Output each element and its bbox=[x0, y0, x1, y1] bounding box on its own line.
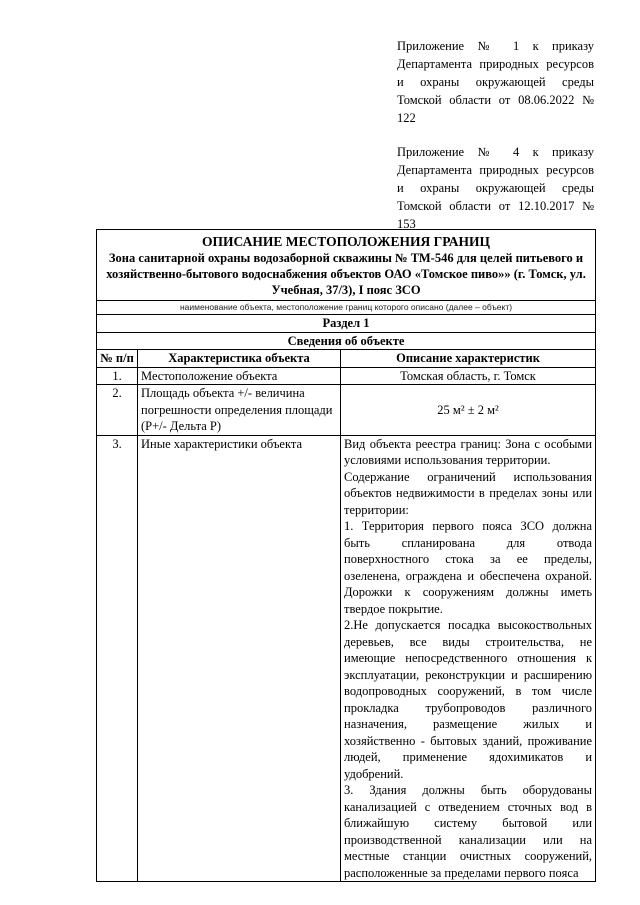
row-number: 3. bbox=[97, 435, 138, 882]
row-description: 25 м² ± 2 м² bbox=[341, 385, 596, 436]
row-number: 2. bbox=[97, 385, 138, 436]
appendix-current-order bbox=[397, 37, 594, 127]
row-description bbox=[341, 435, 596, 882]
row-characteristic: Иные характеристики объекта bbox=[138, 435, 341, 882]
column-header-description: Описание характеристик bbox=[341, 350, 596, 368]
row-description: Томская область, г. Томск bbox=[341, 367, 596, 385]
row-characteristic: Местоположение объекта bbox=[138, 367, 341, 385]
row-characteristic: Площадь объекта +/- величина погрешности определения площади (P+/- Дельта P) bbox=[138, 385, 341, 436]
appendix-current-text: Приложение № 1 к приказу Департамента природных ресурсов и охраны окружающей среды Томской области от 08.06.2022 № 122 bbox=[397, 39, 594, 125]
column-header-num: № п/п bbox=[97, 350, 138, 368]
document-subtitle: Зона санитарной охраны водозаборной скважины № ТМ-546 для целей питьевого и хозяйственно-бытового водоснабжения объектов ОАО «Томское пиво»» (г. Томск, ул. Учебная, 37/3), I пояс ЗСО bbox=[106, 251, 586, 297]
table-row bbox=[97, 385, 596, 436]
row-number: 1. bbox=[97, 367, 138, 385]
description-paragraph: 2.Не допускается посадка высокоствольных деревьев, все виды строительства, не имеющие непосредственного отношения к эксплуатации, реконструкции и расширению водопроводных сооружений, в том числе прокладка трубопроводов различного назначения, размещение жилых и хозяйственно - бытовых зданий, проживание людей, применение ядохимикатов и удобрений. bbox=[344, 618, 593, 781]
column-header-characteristic: Характеристика объекта bbox=[138, 350, 341, 368]
appendix-original-text: Приложение № 4 к приказу Департамента природных ресурсов и охраны окружающей среды Томской области от 12.10.2017 № 153 bbox=[397, 145, 594, 231]
table-row bbox=[97, 435, 596, 882]
section-title: Раздел 1 bbox=[97, 315, 596, 333]
document-title: ОПИСАНИЕ МЕСТОПОЛОЖЕНИЯ ГРАНИЦ bbox=[202, 234, 490, 249]
document-title-cell bbox=[97, 230, 596, 301]
section-subtitle: Сведения об объекте bbox=[97, 332, 596, 350]
description-paragraph: Вид объекта реестра границ: Зона с особыми условиями использования территории. bbox=[344, 436, 593, 467]
object-caption: наименование объекта, местоположение границ которого описано (далее – объект) bbox=[97, 301, 596, 315]
boundary-description-table bbox=[96, 229, 596, 882]
description-paragraph: 3. Здания должны быть оборудованы канализацией с отведением сточных вод в ближайшую систему бытовой или производственной канализации или на местные станции очистных сооружений, расположенные за пределами первого пояса bbox=[344, 783, 593, 880]
table-row bbox=[97, 367, 596, 385]
appendix-original-order bbox=[397, 143, 594, 233]
description-paragraph: Содержание ограничений использования объектов недвижимости в пределах зоны или территории: bbox=[344, 469, 593, 517]
table-header-row bbox=[97, 350, 596, 368]
description-paragraph: 1. Территория первого пояса ЗСО должна быть спланирована для отвода поверхностного стока за ее пределы, озеленена, ограждена и обеспечена охраной. Дорожки к сооружениям должны иметь твердое покрытие. bbox=[344, 519, 593, 616]
